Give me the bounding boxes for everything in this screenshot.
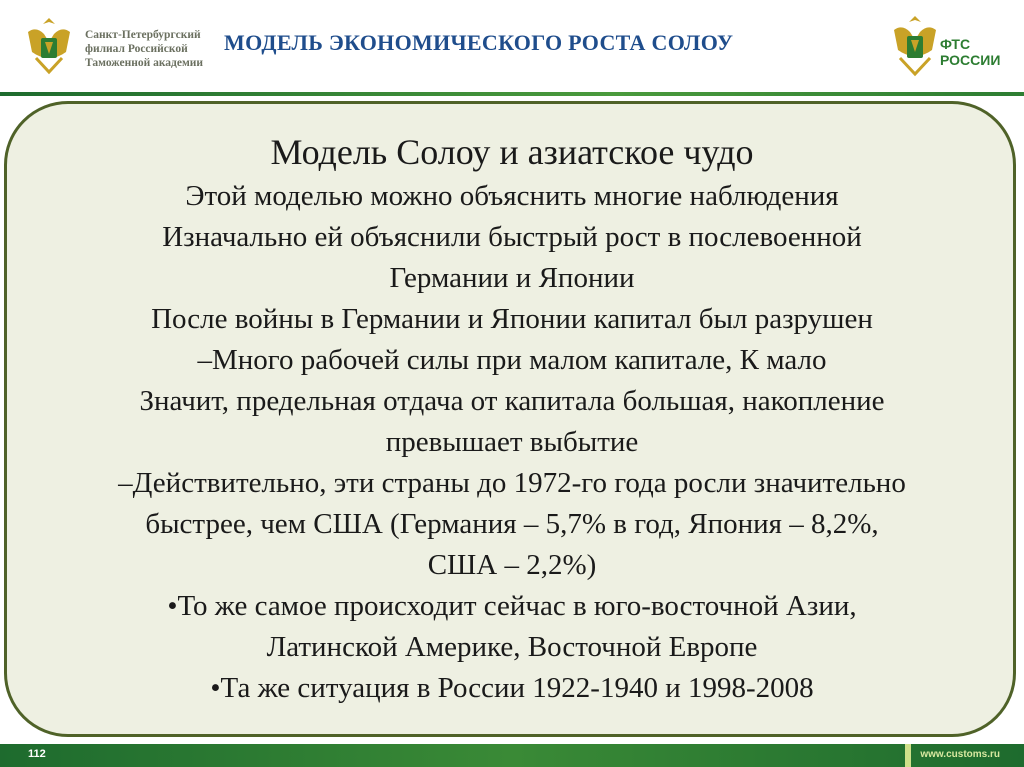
slide-content [40,130,984,709]
content-line: •Та же ситуация в России 1922-1940 и 1998-2008 [210,672,814,704]
page-number: 112 [28,748,46,760]
content-line: США – 2,2%) [427,549,597,581]
customs-eagle-emblem-icon [888,12,942,78]
content-line: превышает выбытие [385,426,639,458]
content-line: Германии и Японии [389,262,635,294]
content-line: Латинской Америке, Восточной Европе [266,631,758,663]
academy-line-1: Санкт-Петербургский [85,29,201,41]
content-line: Этой моделью можно объяснить многие наблюдения [185,180,839,212]
academy-name [85,28,245,70]
content-line: Изначально ей объяснили быстрый рост в послевоенной [162,221,862,253]
content-heading: Модель Солоу и азиатское чудо [270,132,754,172]
content-line: быстрее, чем США (Германия – 5,7% в год, Япония – 8,2%, [145,508,879,540]
academy-line-2: филиал Российской [85,43,188,55]
fts-logo-text [940,36,1000,68]
footer-site-link[interactable]: www.customs.ru [920,749,1000,760]
slide-footer [0,744,1024,767]
content-line: –Действительно, эти страны до 1972-го года росли значительно [118,467,906,499]
fts-line-2: РОССИИ [940,52,1001,68]
slide-header [0,0,1024,96]
content-line: Значит, предельная отдача от капитала большая, накопление [139,385,885,417]
academy-line-3: Таможенной академии [85,57,204,69]
double-headed-eagle-emblem-icon [22,12,76,78]
fts-line-1: ФТС [940,36,971,52]
content-line: –Много рабочей силы при малом капитале, К мало [197,344,827,376]
content-line: •То же самое происходит сейчас в юго-восточной Азии, [167,590,857,622]
slide-title: МОДЕЛЬ ЭКОНОМИЧЕСКОГО РОСТА СОЛОУ [224,30,734,55]
content-line: После войны в Германии и Японии капитал был разрушен [151,303,873,335]
footer-accent-stripe [905,744,911,767]
